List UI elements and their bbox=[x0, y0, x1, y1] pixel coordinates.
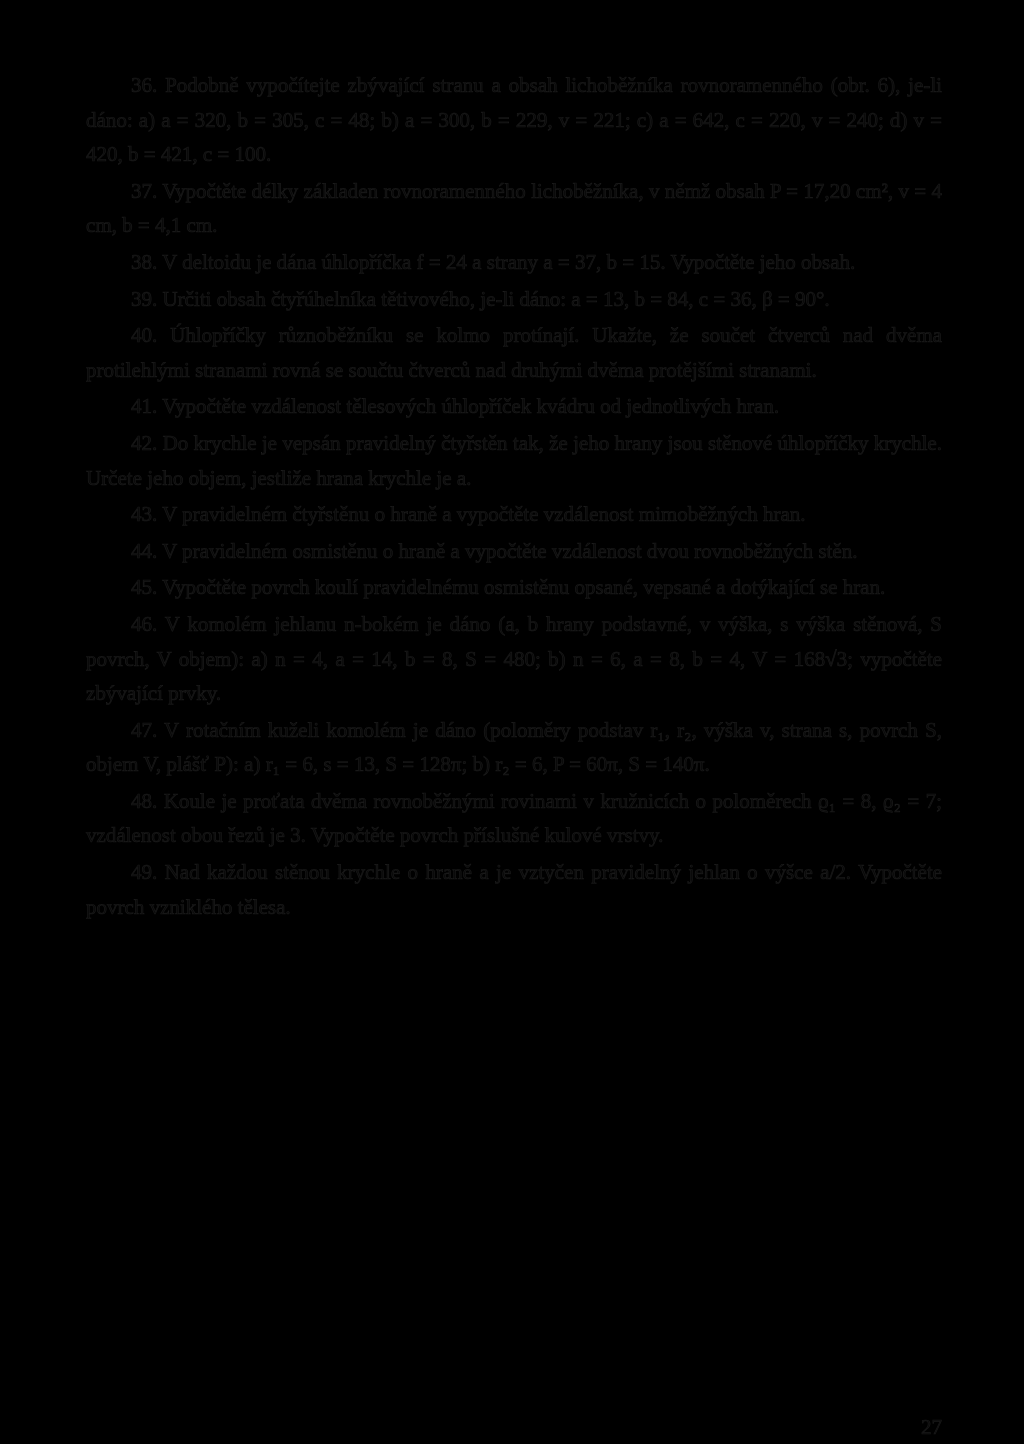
problem-49: 49. Nad každou stěnou krychle o hraně a je vztyčen pravidelný jehlan o výšce a/2. Vypočtěte povrch vzniklého tělesa. bbox=[86, 860, 942, 919]
problem-36: 36. Podobně vypočítejte zbývající stranu a obsah lichoběžníka rovnoramenného (obr. 6), je-li dáno: a) a = 320, b = 305, c = 48; b) a = 300, b = 229, v = 221; c) a = 642, c = 220, v = 240; d) v = 420, b = 421, c = 100. bbox=[86, 73, 942, 167]
page-number: 27 bbox=[921, 1415, 942, 1439]
problem-38: 38. V deltoidu je dána úhlopříčka f = 24 a strany a = 37, b = 15. Vypočtěte jeho obsah. bbox=[131, 249, 856, 274]
problem-41: 41. Vypočtěte vzdálenost tělesových úhlopříček kvádru od jednotlivých hran. bbox=[131, 394, 780, 419]
problem-42: 42. Do krychle je vepsán pravidelný čtyřstěn tak, že jeho hrany jsou stěnové úhlopříčky krychle. Určete jeho objem, jestliže hrana krychle je a. bbox=[86, 430, 942, 490]
problem-48: 48. Koule je proťata dvěma rovnoběžnými rovinami v kružnicích o poloměrech ϱ₁ = 8, ϱ₂ = 7; vzdálenost obou řezů je 3. Vypočtěte povrch příslušné kulové vrstvy. bbox=[86, 788, 942, 848]
problem-47: 47. V rotačním kuželi komolém je dáno (poloměry podstav r₁, r₂, výška v, strana s, povrch S, objem V, plášť P): a) r₁ = 6, s = 13, S = 128π; b) r₂ = 6, P = 60π, S = 140π. bbox=[86, 717, 942, 777]
problem-46: 46. V komolém jehlanu n-bokém je dáno (a, b hrany podstavné, v výška, s výška stěnová, S povrch, V objem): a) n = 4, a = 14, b = 8, S = 480; b) n = 6, a = 8, b = 4, V = 168√3; vypočtěte zbývající prvky. bbox=[86, 611, 942, 706]
problem-37: 37. Vypočtěte délky základen rovnoramenného lichoběžníka, v němž obsah P = 17,20 cm², v = 4 cm, b = 4,1 cm. bbox=[86, 178, 942, 238]
problem-44: 44. V pravidelném osmistěnu o hraně a vypočtěte vzdálenost dvou rovnoběžných stěn. bbox=[131, 538, 858, 563]
problem-40: 40. Úhlopříčky různoběžníku se kolmo protínají. Ukažte, že součet čtverců nad dvěma protilehlými stranami rovná se součtu čtverců nad druhými dvěma protějšími stranami. bbox=[86, 323, 942, 382]
problem-43: 43. V pravidelném čtyřstěnu o hraně a vypočtěte vzdálenost mimoběžných hran. bbox=[131, 502, 806, 527]
problem-list bbox=[86, 68, 942, 926]
problem-45: 45. Vypočtěte povrch koulí pravidelnému osmistěnu opsané, vepsané a dotýkající se hran. bbox=[131, 575, 886, 600]
problem-39: 39. Určiti obsah čtyřúhelníka tětivového, je-li dáno: a = 13, b = 84, c = 36, β = 90°. bbox=[131, 286, 830, 311]
